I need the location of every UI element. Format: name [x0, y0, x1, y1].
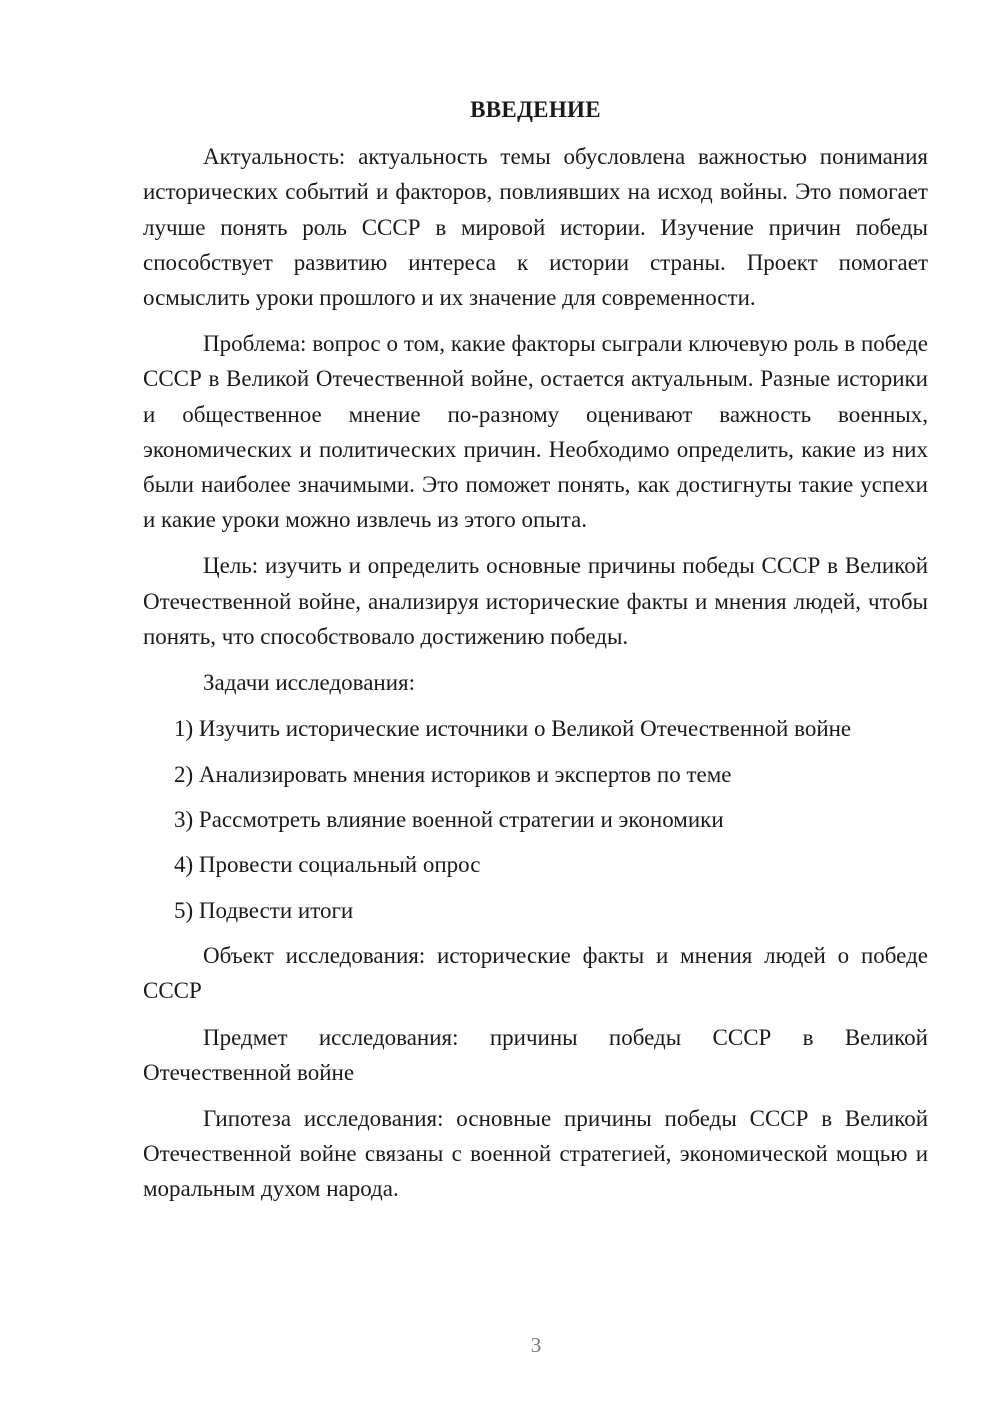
task-item-4: 4) Провести социальный опрос [174, 852, 481, 878]
paragraph-hypothesis: Гипотеза исследования: основные причины победы СССР в Великой Отечественной войне связаны с военной стратегией, экономической мощью и моральным духом народа. [143, 1106, 928, 1202]
task-item-2: 2) Анализировать мнения историков и экспертов по теме [174, 761, 732, 787]
section-title: ВВЕДЕНИЕ [470, 97, 601, 122]
paragraph-subject: Предмет исследования: причины победы СССР в Великой Отечественной войне [143, 1024, 928, 1085]
paragraph-goal: Цель: изучить и определить основные причины победы СССР в Великой Отечественной войне, анализируя исторические факты и мнения людей, чтобы понять, что способствовало достижению победы. [143, 553, 928, 649]
page-number: 3 [530, 1333, 542, 1357]
task-item-1: 1) Изучить исторические источники о Великой Отечественной войне [174, 716, 852, 742]
task-item-3: 3) Рассмотреть влияние военной стратегии и экономики [174, 807, 724, 833]
tasks-heading: Задачи исследования: [203, 670, 416, 696]
paragraph-problem: Проблема: вопрос о том, какие факторы сыграли ключевую роль в победе СССР в Великой Отечественной войне, остается актуальным. Разные историки и общественное мнение по-разному оценивают важность военных, экономических и политических причин. Необходимо определить, какие из них были наиболее значимыми. Это поможет понять, как достигнуты такие успехи и какие уроки можно извлечь из этого опыта. [143, 331, 928, 533]
document-page [143, 92, 928, 1218]
paragraph-relevance: Актуальность: актуальность темы обусловлена важностью понимания исторических событий и факторов, повлиявших на исход войны. Это помогает лучше понять роль СССР в мировой истории. Изучение причин победы способствует развитию интереса к истории страны. Проект помогает осмыслить уроки прошлого и их значение для современности. [143, 144, 928, 311]
task-item-5: 5) Подвести итоги [174, 897, 354, 923]
paragraph-object: Объект исследования: исторические факты и мнения людей о победе СССР [143, 943, 928, 1004]
task-list [143, 711, 928, 928]
